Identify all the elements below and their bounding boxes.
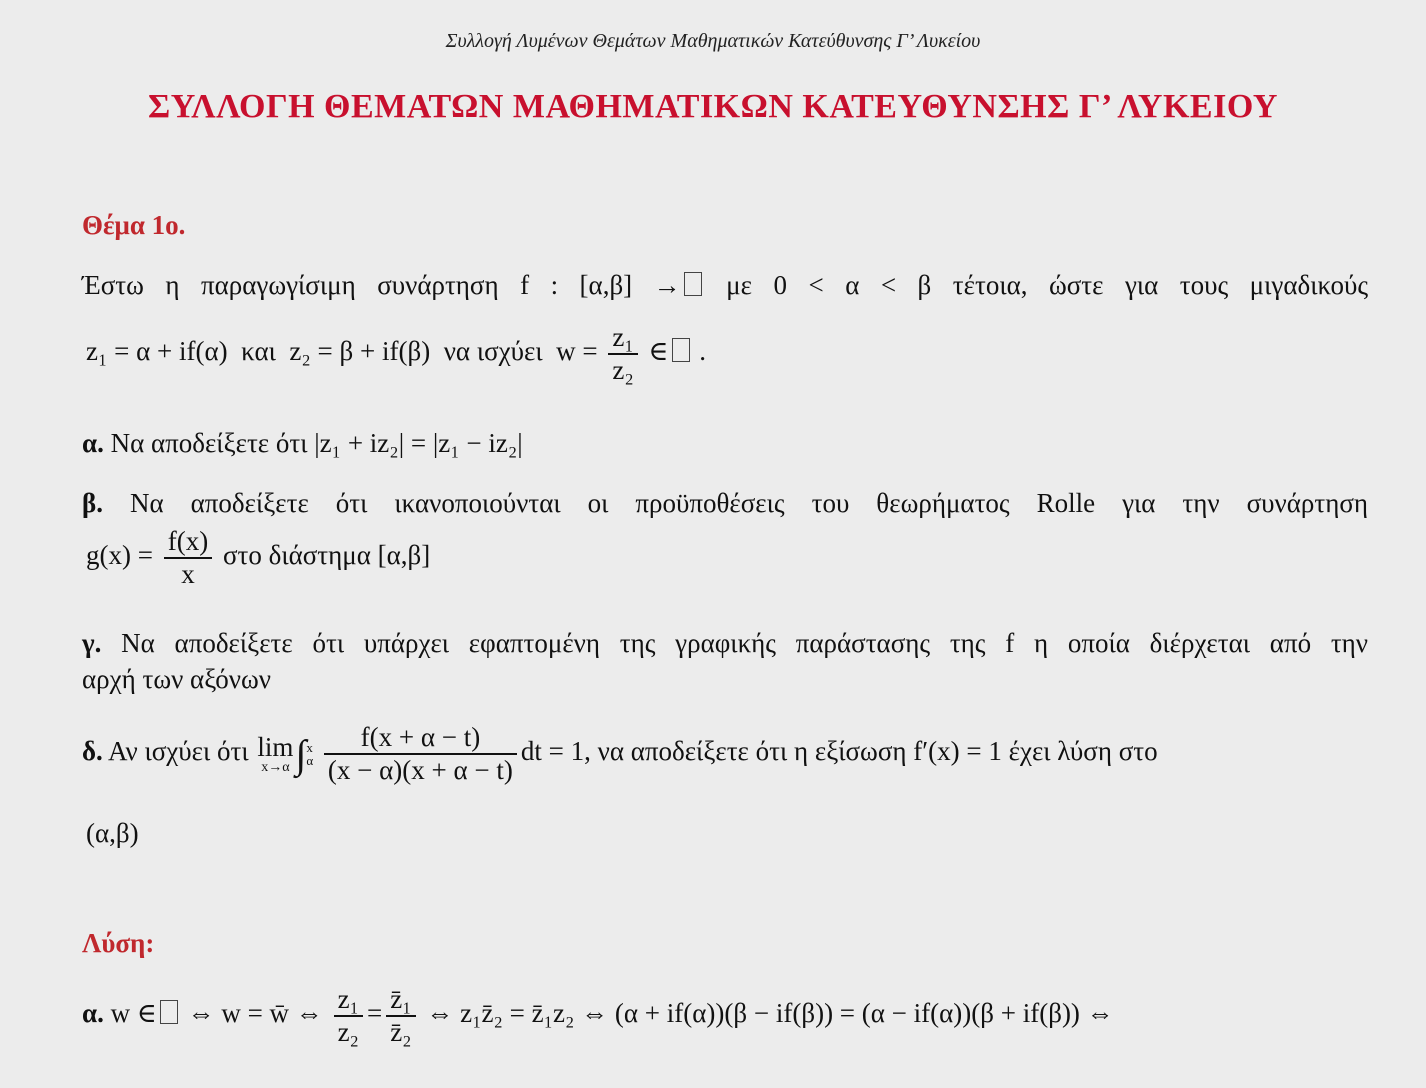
g-denominator: x	[181, 559, 195, 589]
solution-equals: =	[366, 998, 383, 1029]
solution-step-3: ⇔ z₁z̄₂ = z̄₁z₂ ⇔ (α + if(α))(β − if(β)) = (α − if(α))(β + if(β)) ⇔	[426, 998, 1114, 1029]
solution-a	[82, 984, 1114, 1048]
integrand-denominator: (x − α)(x + α − t)	[327, 755, 513, 785]
part-d-text-a: Αν ισχύει ότι	[108, 736, 249, 767]
part-c-text-1: Να αποδείξετε ότι υπάρχει εφαπτομένη της γραφικής παράστασης της f η οποία διέρχεται από την	[121, 628, 1369, 658]
condition: 0 < α < β	[773, 270, 932, 300]
part-c	[82, 628, 1368, 659]
running-header: Συλλογή Λυμένων Θεμάτων Μαθηματικών Κατεύθυνσης Γ’ Λυκείου	[445, 30, 981, 52]
real-set-symbol-3	[160, 1000, 178, 1024]
solution-f2-denominator: z̄₂	[390, 1017, 412, 1047]
part-a-formula: |z₁ + iz₂| = |z₁ − iz₂|	[314, 428, 523, 458]
solution-f2-numerator: z̄₁	[386, 984, 415, 1017]
real-set-symbol	[684, 272, 702, 296]
integral-sign: ∫	[295, 731, 307, 777]
part-a-text: Να αποδείξετε ότι	[110, 428, 308, 458]
g-numerator: f(x)	[164, 526, 212, 559]
in-symbol: ∈	[648, 336, 669, 367]
solution-fraction-2	[386, 984, 415, 1048]
problem-heading: Θέμα 1ο.	[82, 210, 186, 240]
part-d-interval: (α,β)	[86, 818, 139, 848]
solution-f1-denominator: z₂	[337, 1017, 359, 1047]
lim-word: lim	[257, 731, 294, 762]
integrand-numerator: f(x + α − t)	[324, 722, 517, 755]
integral-limits	[306, 741, 313, 767]
w-denominator: z₂	[612, 355, 634, 385]
intro-line-2	[86, 322, 706, 386]
part-d-equation: f′(x) = 1	[913, 736, 1002, 767]
part-d-label: δ.	[82, 736, 103, 767]
part-d-text-c: έχει λύση στο	[1008, 736, 1158, 767]
integrand-fraction	[324, 722, 517, 786]
part-c-line-2: αρχή των αξόνων	[82, 664, 271, 694]
limit	[257, 731, 294, 775]
intro-text-b: με	[726, 270, 752, 300]
g-interval-text: στο διάστημα	[222, 540, 371, 571]
real-set-symbol-2	[672, 338, 690, 362]
w-lhs: w =	[556, 336, 598, 367]
main-title: ΣΥΛΛΟΓΗ ΘΕΜΑΤΩΝ ΜΑΘΗΜΑΤΙΚΩΝ ΚΑΤΕΥΘΥΝΣΗΣ Γ’ ΛΥΚΕΙΟΥ	[148, 88, 1278, 125]
solution-step-1: w ∈	[110, 998, 157, 1029]
solution-step-2: ⇔ w = w̄ ⇔	[187, 998, 323, 1029]
z1-definition: z₁ = α + if(α)	[86, 336, 228, 367]
part-a-label: α.	[82, 428, 104, 458]
function-def: f : [α,β] →	[520, 270, 705, 300]
part-b-label: β.	[82, 488, 103, 518]
w-fraction	[608, 322, 637, 386]
part-b-function	[86, 526, 430, 590]
intro-line-1	[82, 270, 1368, 301]
part-d-text-b: να αποδείξετε ότι η εξίσωση	[597, 736, 907, 767]
solution-a-label: α.	[82, 998, 104, 1029]
kai-word: και	[241, 336, 276, 367]
g-interval: [α,β]	[377, 540, 431, 571]
part-c-label: γ.	[82, 628, 102, 658]
z2-definition: z₂ = β + if(β)	[289, 336, 431, 367]
period: .	[699, 336, 706, 367]
int-upper: x	[306, 740, 313, 755]
part-a	[82, 428, 523, 459]
solution-fraction-1	[334, 984, 363, 1048]
part-b-text: Να αποδείξετε ότι ικανοποιούνται οι προϋποθέσεις του θεωρήματος Rolle για την συνάρτηση	[129, 488, 1368, 518]
intro-text-c: τέτοια, ώστε για τους μιγαδικούς	[952, 270, 1369, 300]
part-d	[82, 722, 1158, 786]
lim-subscript: x→α	[261, 759, 290, 775]
intro-text-a: Έστω η παραγωγίσιμη συνάρτηση	[82, 270, 499, 300]
solution-f1-numerator: z₁	[334, 984, 363, 1017]
g-lhs: g(x) =	[86, 540, 153, 571]
na-isxyei-text: να ισχύει	[443, 336, 543, 367]
integral-tail: dt = 1,	[520, 736, 591, 767]
part-b	[82, 488, 1368, 519]
g-fraction	[164, 526, 212, 590]
int-lower: α	[306, 753, 314, 768]
w-numerator: z₁	[608, 322, 637, 355]
solution-heading: Λύση:	[82, 928, 155, 958]
